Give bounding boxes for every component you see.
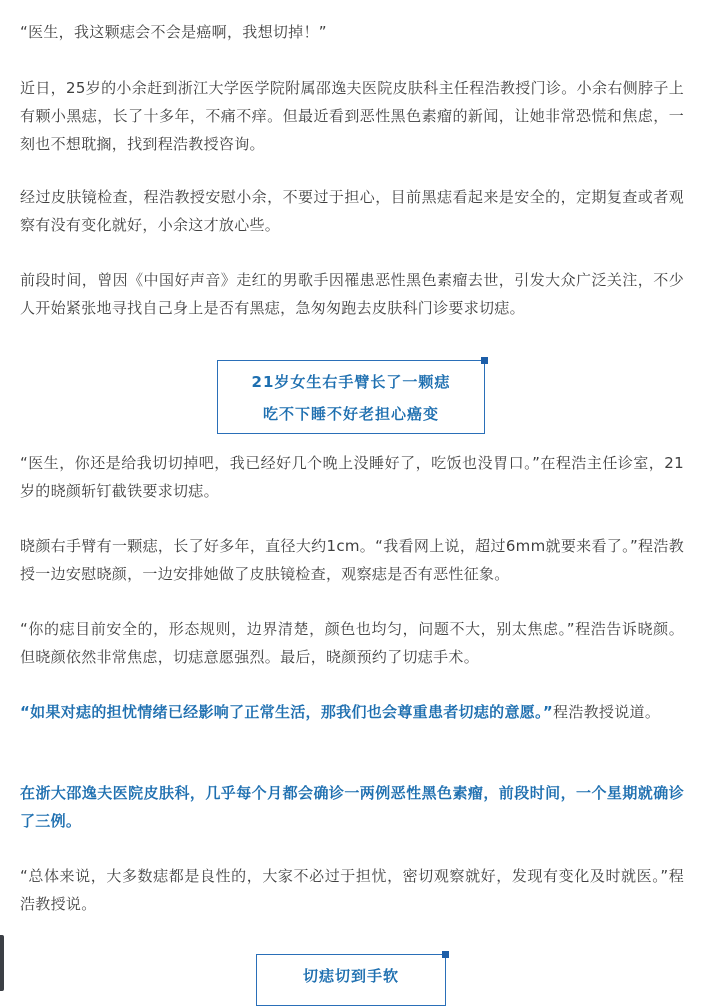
paragraph-respect [20,698,684,726]
section-heading-line-1: 21岁女生右手臂长了一颗痣 [251,373,451,391]
section-heading-box-1 [217,360,485,434]
corner-decoration-icon [442,951,449,958]
section-heading-line-2: 吃不下睡不好老担心癌变 [262,405,439,423]
section-heading-title: 切痣切到手软 [302,967,399,985]
paragraph-intro: 近日，25岁的小余赶到浙江大学医学院附属邵逸夫医院皮肤科主任程浩教授门诊。小余右侧脖子上有颗小黑痣，长了十多年，不痛不痒。但最近看到恶性黑色素瘤的新闻，让她非常恐慌和焦虑，一刻也不想耽搁，找到程浩教授咨询。 [20,79,684,153]
quote-attribution: 程浩教授说道。 [553,703,661,721]
paragraph-quote-2: “医生，你还是给我切切掉吧，我已经好几个晚上没睡好了，吃饭也没胃口。”在程浩主任诊室，21岁的晓颜斩钉截铁要求切痣。 [20,454,684,500]
highlight-statistics: 在浙大邵逸夫医院皮肤科，几乎每个月都会确诊一两例恶性黑色素瘤，前段时间，一个星期就确诊了三例。 [20,784,684,830]
paragraph-summary: “总体来说，大多数痣都是良性的，大家不必过于担忧，密切观察就好，发现有变化及时就医。”程浩教授说。 [20,867,684,913]
paragraph-diameter: 晓颜右手臂有一颗痣，长了好多年，直径大约1cm。“我看网上说，超过6mm就要来看了。”程浩教授一边安慰晓颜，一边安排她做了皮肤镜检查，观察痣是否有恶性征象。 [20,537,684,583]
paragraph-background: 前段时间，曾因《中国好声音》走红的男歌手因罹患恶性黑色素瘤去世，引发大众广泛关注，不少人开始紧张地寻找自己身上是否有黑痣，急匆匆跑去皮肤科门诊要求切痣。 [20,271,684,317]
highlight-quote: “如果对痣的担忧情绪已经影响了正常生活，那我们也会尊重患者切痣的意愿。” [20,703,554,721]
paragraph-diagnosis: “你的痣目前安全的，形态规则，边界清楚，颜色也均匀，问题不大，别太焦虑。”程浩告诉晓颜。但晓颜依然非常焦虑，切痣意愿强烈。最后，晓颜预约了切痣手术。 [20,620,684,666]
section-heading-box-2 [256,954,446,1006]
corner-decoration-icon [481,357,488,364]
paragraph-exam: 经过皮肤镜检查，程浩教授安慰小余，不要过于担心，目前黑痣看起来是安全的，定期复查或者观察有没有变化就好，小余这才放心些。 [20,188,684,234]
scroll-edge-handle[interactable] [0,935,4,991]
paragraph-quote-1: “医生，我这颗痣会不会是癌啊，我想切掉！” [20,23,327,41]
